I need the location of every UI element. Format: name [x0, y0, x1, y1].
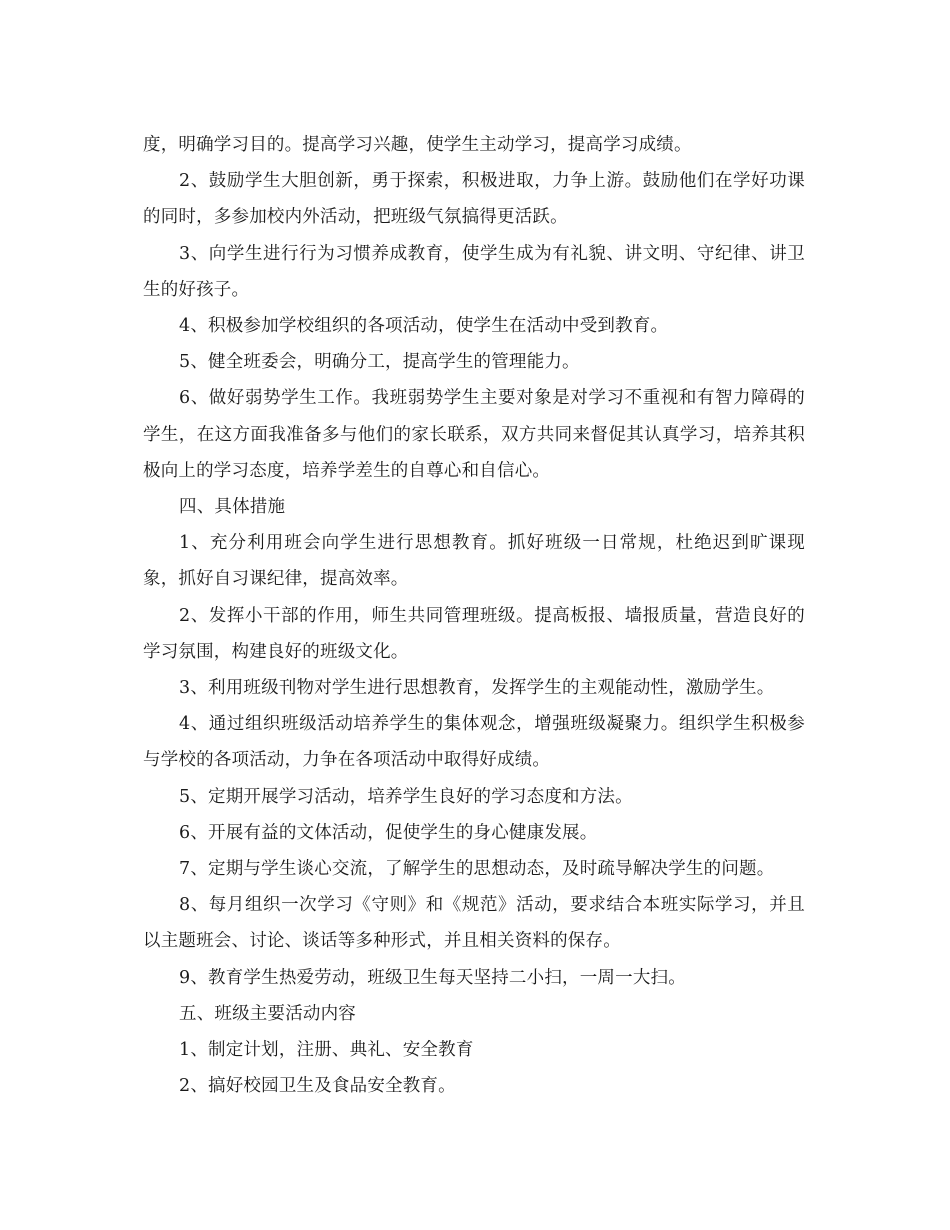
section-heading-measures: 四、具体措施: [179, 497, 286, 518]
measure-item-6: 6、开展有益的文体活动，促使学生的身心健康发展。: [179, 822, 598, 843]
measure-item-9: 9、教育学生热爱劳动，班级卫生每天坚持二小扫，一周一大扫。: [179, 967, 686, 988]
paragraph-continuation: 度，明确学习目的。提高学习兴趣，使学生主动学习，提高学习成绩。: [143, 135, 692, 155]
measure-item-2: 2、发挥小干部的作用，师生共同管理班级。提高板报、墙报质量，营造良好的学习氛围，构建良好的班级文化。: [143, 605, 805, 662]
measure-item-5: 5、定期开展学习活动，培养学生良好的学习态度和方法。: [179, 786, 633, 807]
paragraph-item-2: 2、鼓励学生大胆创新，勇于探索，积极进取，力争上游。鼓励他们在学好功课的同时，多参加校内外活动，把班级气氛搞得更活跃。: [143, 171, 805, 228]
measure-item-7: 7、定期与学生谈心交流，了解学生的思想动态，及时疏导解决学生的问题。: [179, 859, 775, 880]
document-body: [143, 127, 805, 1104]
measure-item-1: 1、充分利用班会向学生进行思想教育。抓好班级一日常规，杜绝迟到旷课现象，抓好自习课纪律，提高效率。: [143, 533, 805, 590]
paragraph-item-4: 4、积极参加学校组织的各项活动，使学生在活动中受到教育。: [179, 316, 669, 337]
measure-item-4: 4、通过组织班级活动培养学生的集体观念，增强班级凝聚力。组织学生积极参与学校的各项活动，力争在各项活动中取得好成绩。: [143, 714, 805, 771]
paragraph-item-3: 3、向学生进行行为习惯养成教育，使学生成为有礼貌、讲文明、守纪律、讲卫生的好孩子。: [143, 243, 805, 300]
paragraph-item-6: 6、做好弱势学生工作。我班弱势学生主要对象是对学习不重视和有智力障碍的学生，在这方面我准备多与他们的家长联系，双方共同来督促其认真学习，培养其积极向上的学习态度，培养学差生的自尊心和自信心。: [143, 388, 805, 481]
activity-item-2: 2、搞好校园卫生及食品安全教育。: [179, 1076, 456, 1097]
paragraph-item-5: 5、健全班委会，明确分工，提高学生的管理能力。: [179, 352, 580, 373]
measure-item-8: 8、每月组织一次学习《守则》和《规范》活动，要求结合本班实际学习，并且以主题班会、讨论、谈话等多种形式，并且相关资料的保存。: [143, 895, 805, 952]
measure-item-3: 3、利用班级刊物对学生进行思想教育，发挥学生的主观能动性，激励学生。: [179, 678, 775, 699]
section-heading-activities: 五、班级主要活动内容: [179, 1003, 356, 1024]
activity-item-1: 1、制定计划，注册、典礼、安全教育: [179, 1040, 474, 1061]
